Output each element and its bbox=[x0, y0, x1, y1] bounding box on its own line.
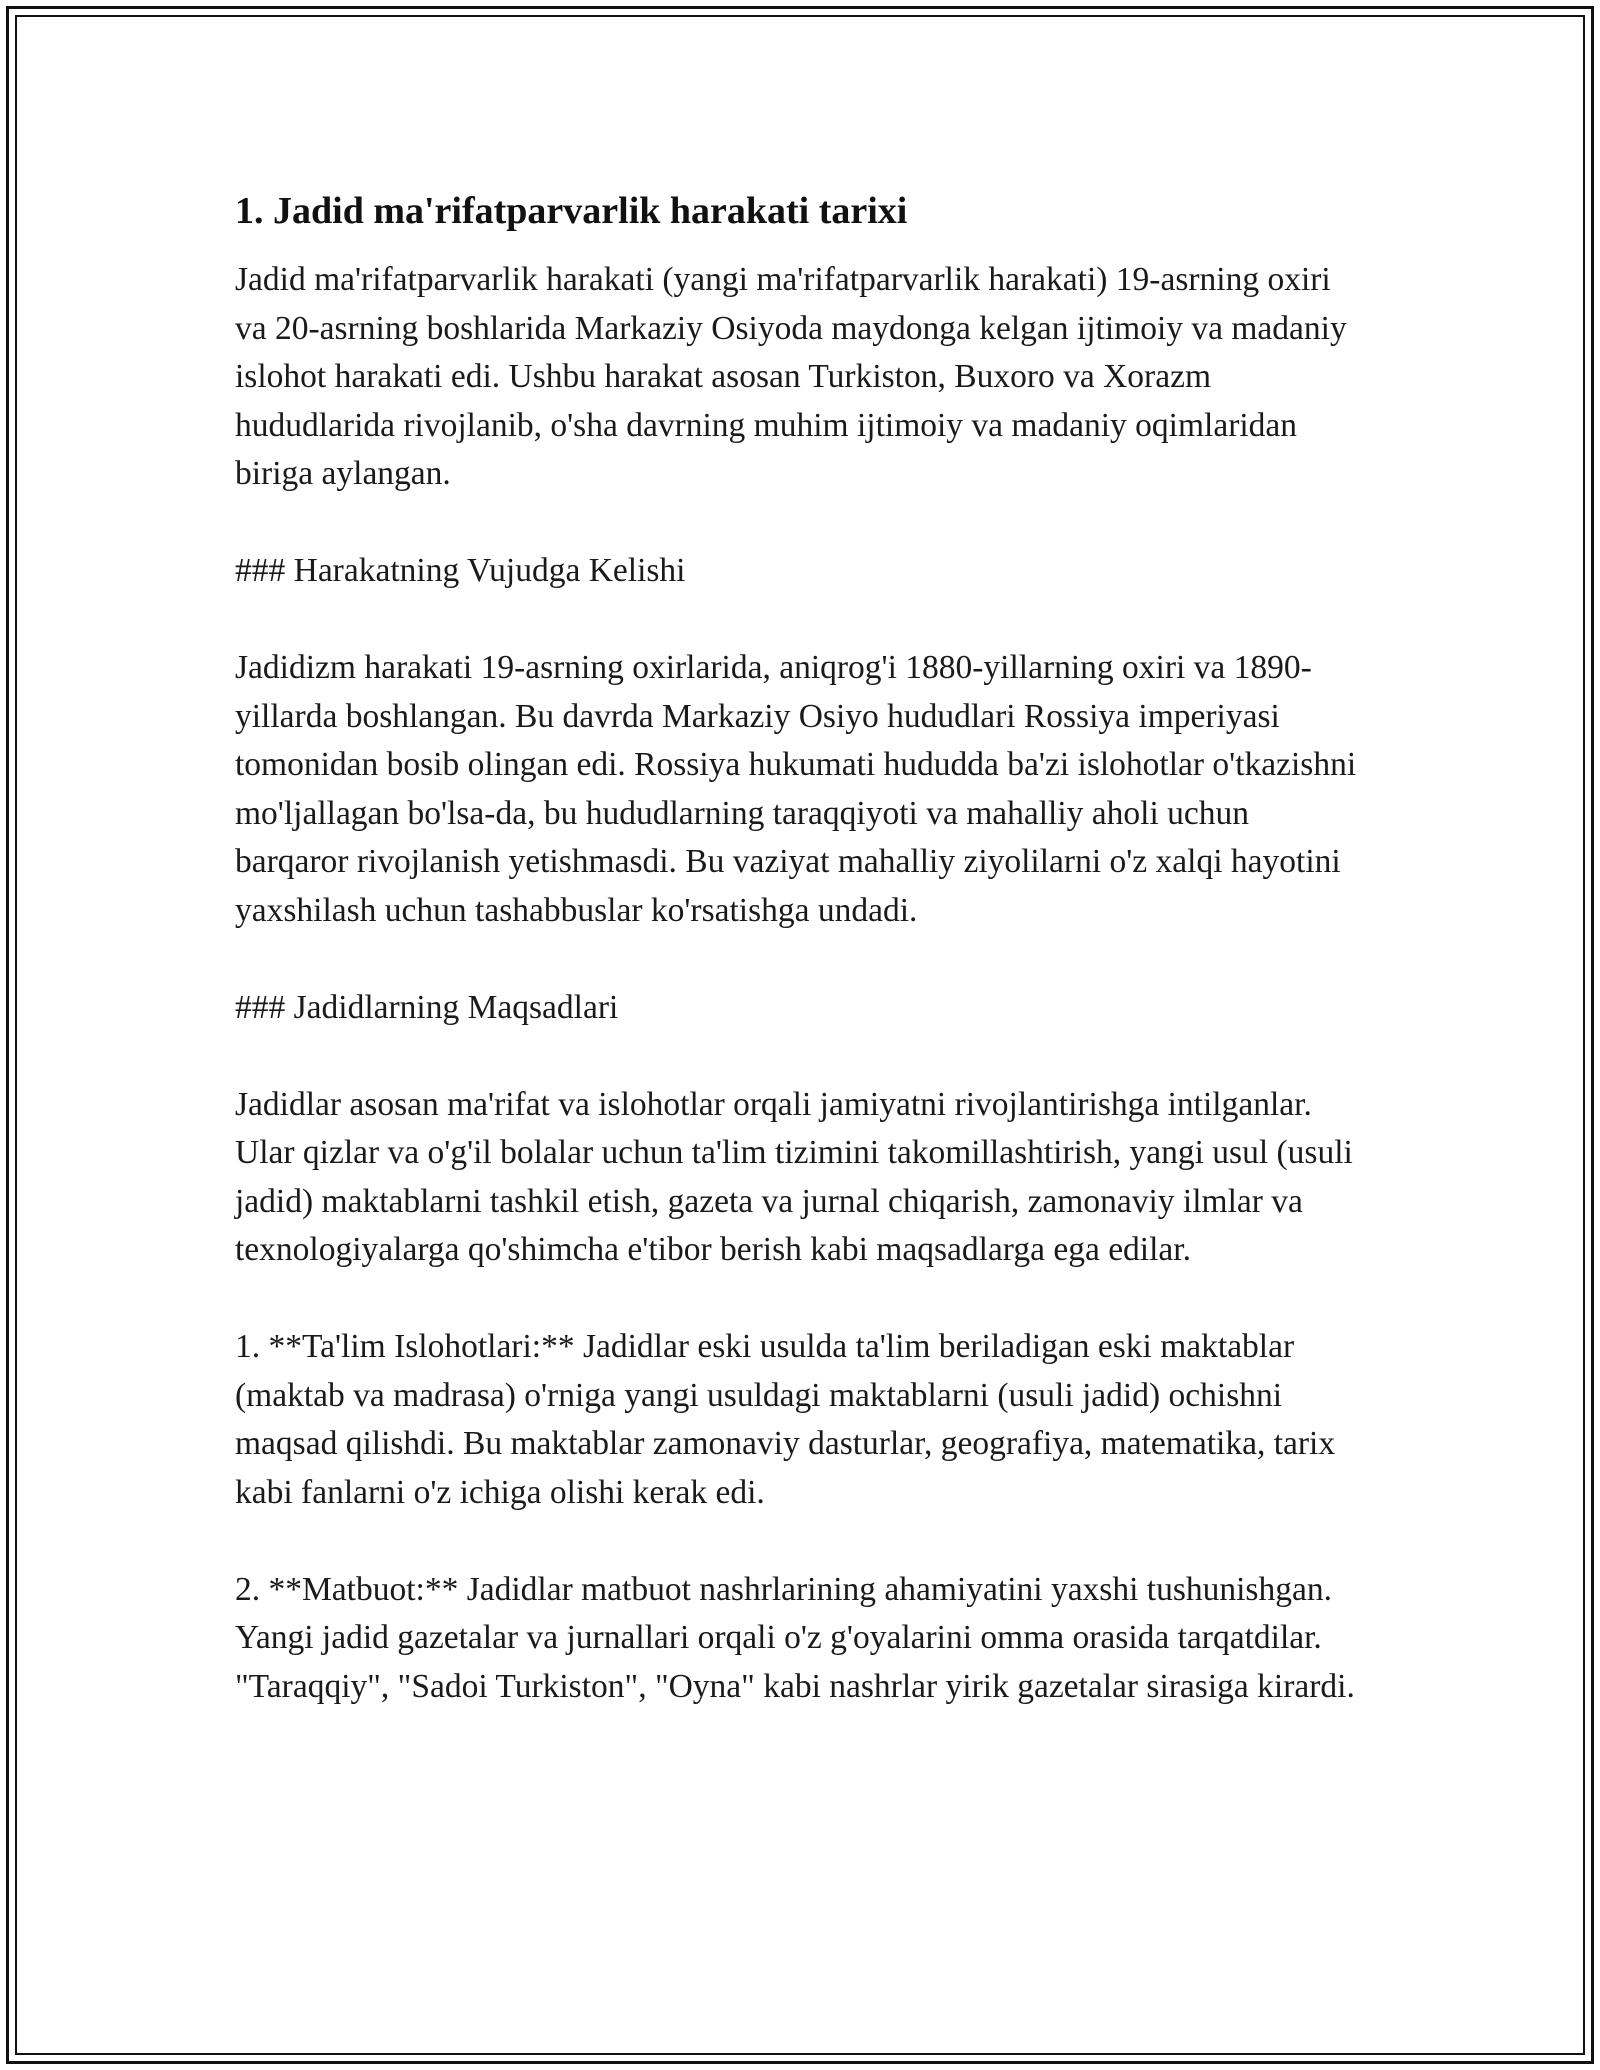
paragraph-goals: Jadidlar asosan ma'rifat va islohotlar orqali jamiyatni rivojlantirishga intilganlar. Ular qizlar va o'g'il bolalar uchun ta'lim tizimini takomillashtirish, yangi usul (usuli jadid) maktablarni tashkil etish, gazeta va jurnal chiqarish, zamonaviy ilmlar va texnologiyalarga qo'shimcha e'tibor berish kabi maqsadlarga ega edilar. bbox=[235, 1085, 1353, 1268]
paragraph-origins: Jadidizm harakati 19-asrning oxirlarida, aniqrog'i 1880-yillarning oxiri va 1890-yillarda boshlangan. Bu davrda Markaziy Osiyo hududlari Rossiya imperiyasi tomonidan bosib olingan edi. Rossiya hukumati hududda ba'zi islohotlar o'tkazishni mo'ljallagan bo'lsa-da, bu hududlarning taraqqiyoti va mahalliy aholi uchun barqaror rivojlanish yetishmasdi. Bu vaziyat mahalliy ziyolilarni o'z xalqi hayotini yaxshilash uchun tashabbuslar ko'rsatishga undadi. bbox=[235, 649, 1357, 929]
document-body bbox=[235, 186, 1370, 1760]
section-heading-origins: ### Harakatning Vujudga Kelishi bbox=[235, 552, 686, 589]
list-item-press: 2. **Matbuot:** Jadidlar matbuot nashrlarining ahamiyatini yaxshi tushunishgan. Yangi jadid gazetalar va jurnallari orqali o'z g'oyalarini omma orasida tarqatdilar. "Taraqqiy", "Sadoi Turkiston", "Oyna" kabi nashrlar yirik gazetalar sirasiga kirardi. bbox=[235, 1570, 1355, 1705]
paragraph-intro: Jadid ma'rifatparvarlik harakati (yangi ma'rifatparvarlik harakati) 19-asrning oxiri va 20-asrning boshlarida Markaziy Osiyoda maydonga kelgan ijtimoiy va madaniy islohot harakati edi. Ushbu harakat asosan Turkiston, Buxoro va Xorazm hududlarida rivojlanib, o'sha davrning muhim ijtimoiy va madaniy oqimlaridan biriga aylangan. bbox=[235, 261, 1347, 492]
document-title: 1. Jadid ma'rifatparvarlik harakati tarixi bbox=[235, 190, 908, 232]
section-heading-goals: ### Jadidlarning Maqsadlari bbox=[235, 988, 619, 1026]
list-item-education: 1. **Ta'lim Islohotlari:** Jadidlar eski usulda ta'lim beriladigan eski maktablar (maktab va madrasa) o'rniga yangi usuldagi maktablarni (usuli jadid) ochishni maqsad qilishdi. Bu maktablar zamonaviy dasturlar, geografiya, matematika, tarix kabi fanlarni o'z ichiga olishi kerak edi. bbox=[235, 1328, 1336, 1511]
